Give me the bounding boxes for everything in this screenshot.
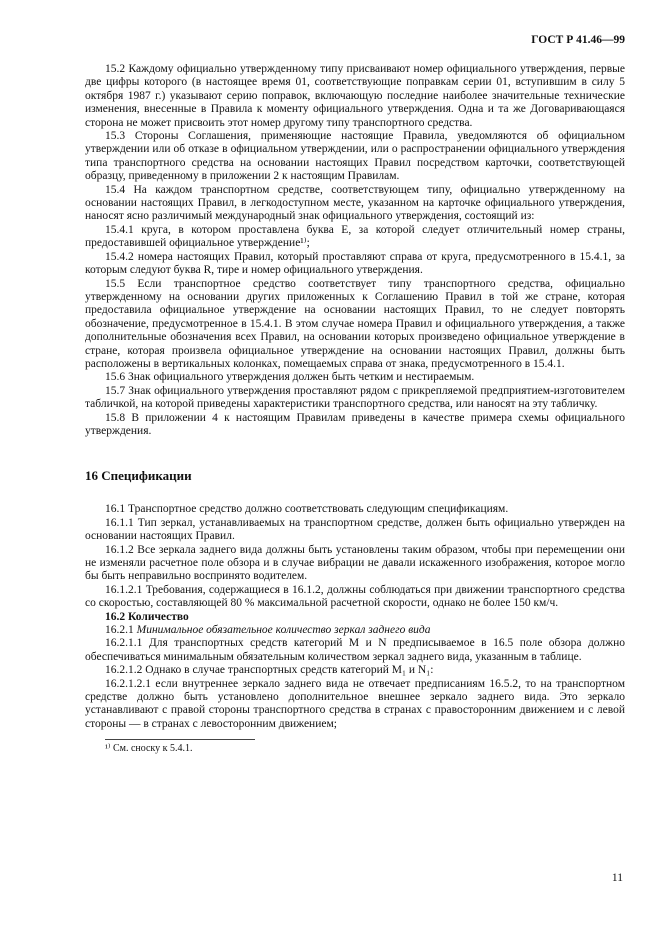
paragraph-15-7: 15.7 Знак официального утверждения проставляют рядом с прикрепляемой предприятием-изготовителем табличкой, на которой приведены характеристики транспортного средства, или наносят на эту табличку. xyxy=(85,384,625,411)
paragraph-16-2-1-1: 16.2.1.1 Для транспортных средств категорий M и N предписываемое в 16.5 поле обзора должно обеспечиваться минимальным обязательным количеством зеркал заднего вида, указанным в таблице. xyxy=(85,637,625,663)
page-number: 11 xyxy=(611,872,623,884)
paragraph-15-8: 15.8 В приложении 4 к настоящим Правилам приведены в качестве примера схемы официального утверждения. xyxy=(85,411,625,437)
section-heading-16: 16 Спецификации xyxy=(85,468,192,484)
paragraph-15-5: 15.5 Если транспортное средство соответствует типу транспортного средства, официально утвержденному на основании других приложенных к Соглашению Правил в той же стране, которая предоставила официальное утверждение на основании настоящих Правил, то не следует повторять обозначение, предусмотренное в 15.4.1. В этом случае номера Правил и официального утверждения, а также дополнительные обозначения всех Правил, на основании которых произведено официальное утверждение в стране, которая произвела официальное утверждение на основании настоящих Правил, должны быть расположены в вертикальных колонках, помещаемых справа от знака, предусмотренного в 15.4.1. xyxy=(85,277,625,370)
paragraph-15-4-2: 15.4.2 номера настоящих Правил, который проставляют справа от круга, предусмотренного в 15.4.1, за которым следуют буква R, тире и номер официального утверждения. xyxy=(85,250,625,277)
paragraph-16-2: 16.2 Количество xyxy=(105,610,189,623)
footnote-separator xyxy=(105,739,255,740)
paragraph-15-4-1: 15.4.1 круга, в котором проставлена буква Е, за которой следует отличительный номер страны, предоставившей официальное утверждение¹⁾; xyxy=(85,223,625,250)
document-body xyxy=(85,63,625,755)
footnote-area xyxy=(85,739,625,755)
paragraph-15-4: 15.4 На каждом транспортном средстве, соответствующем типу, официально утвержденному на основании настоящих Правил, в легкодоступном месте, указанном на карточке официального утверждения, наносят ясно различимый международный знак официального утверждения, состоящий из: xyxy=(85,183,625,223)
paragraph-16-1-2-1: 16.1.2.1 Требования, содержащиеся в 16.1.2, должны соблюдаться при движении транспортного средства со скоростью, составляющей 80 % максимальной расчетной скорости, однако не более 150 км/ч. xyxy=(85,583,625,610)
paragraph-15-2: 15.2 Каждому официально утвержденному типу присваивают номер официального утверждения, первые две цифры которого (в настоящее время 01, соответствующие поправкам серии 01, вступившим в силу 5 октября 1987 г.) указывают серию поправок, включающую последние наиболее значительные технические изменения, внесенные в Правила к моменту официального утверждения. Одна и та же Договаривающаяся сторона не может присвоить этот номер другому типу транспортного средства. xyxy=(85,63,625,129)
document-header xyxy=(85,34,625,47)
clause-title: Минимальное обязательное количество зеркал заднего вида xyxy=(136,624,431,637)
paragraph-16-2-1-2: 16.2.1.2 Однако в случае транспортных средств категорий M₁ и N₁: xyxy=(105,664,434,677)
paragraph-16-2-1-2-1: 16.2.1.2.1 если внутреннее зеркало заднего вида не отвечает предписаниям 16.5.2, то на транспортном средстве должно быть установлено дополнительное внешнее зеркало заднего вида. Это зеркало устанавливают с правой стороны транспортного средства в странах с правосторонним движением и с левой стороны — в странах с левосторонним движением; xyxy=(85,677,625,730)
paragraph-16-1: 16.1 Транспортное средство должно соответствовать следующим спецификациям. xyxy=(105,503,509,516)
paragraph-16-1-2: 16.1.2 Все зеркала заднего вида должны быть установлены таким образом, чтобы при перемещении они не изменяли расчетное поле обзора и в случае вибрации не давали искаженного изображения, которое могло бы быть неправильно воспринято водителем. xyxy=(85,543,625,583)
paragraph-16-2-1 xyxy=(85,624,625,637)
paragraph-15-6: 15.6 Знак официального утверждения должен быть четким и нестираемым. xyxy=(105,371,475,384)
paragraph-16-1-1: 16.1.1 Тип зеркал, устанавливаемых на транспортном средстве, должен быть официально утвержден на основании настоящих Правил. xyxy=(85,516,625,543)
standard-number: ГОСТ Р 41.46—99 xyxy=(531,34,625,46)
paragraph-15-3: 15.3 Стороны Соглашения, применяющие настоящие Правила, уведомляются об официальном утверждении или об отказе в официальном утверждении, или о распространении официального утверждения типа транспортного средства на основании настоящих Правил посредством карточки, соответствующей образцу, приведенному в приложении 2 к настоящим Правилам. xyxy=(85,130,625,183)
clause-number: 16.2.1 xyxy=(105,624,134,637)
footnote-text: ¹⁾ См. сноску к 5.4.1. xyxy=(105,743,193,755)
